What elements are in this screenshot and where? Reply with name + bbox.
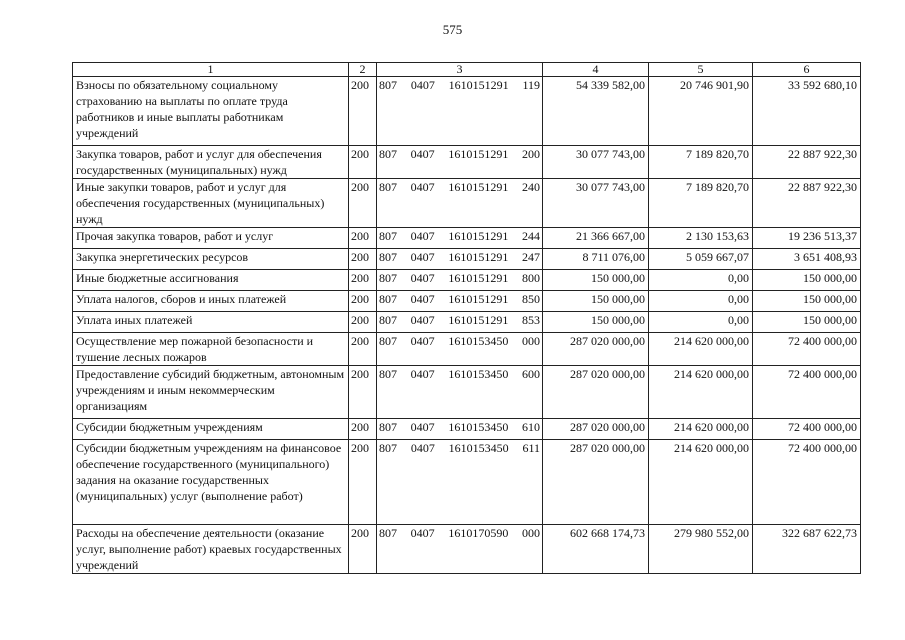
table-body xyxy=(73,77,861,574)
code-target-article: 1610151291 xyxy=(448,147,509,161)
code-target-article: 1610151291 xyxy=(448,292,509,306)
row-name: Закупка энергетических ресурсов xyxy=(73,249,349,270)
row-code-200: 200 xyxy=(349,77,377,146)
row-value-col5: 7 189 820,70 xyxy=(649,179,753,228)
code-target-article: 1610151291 xyxy=(448,180,509,194)
column-header-5: 5 xyxy=(649,63,753,77)
table-row xyxy=(73,77,861,146)
table-row xyxy=(73,291,861,312)
code-section: 0407 xyxy=(410,147,435,161)
row-classification-code xyxy=(377,312,543,333)
row-value-col5: 279 980 552,00 xyxy=(649,525,753,574)
column-header-4: 4 xyxy=(543,63,649,77)
code-expense-type: 611 xyxy=(522,441,540,455)
row-value-col4: 602 668 174,73 xyxy=(543,525,649,574)
table-row xyxy=(73,333,861,366)
row-name: Прочая закупка товаров, работ и услуг xyxy=(73,228,349,249)
code-department: 807 xyxy=(379,250,397,264)
column-header-2: 2 xyxy=(349,63,377,77)
row-classification-code xyxy=(377,179,543,228)
row-code-200: 200 xyxy=(349,179,377,228)
code-expense-type: 853 xyxy=(521,313,540,327)
code-target-article: 1610151291 xyxy=(448,313,509,327)
code-expense-type: 244 xyxy=(521,229,540,243)
row-value-col5: 0,00 xyxy=(649,270,753,291)
code-department: 807 xyxy=(379,420,397,434)
row-classification-code xyxy=(377,419,543,440)
code-department: 807 xyxy=(379,526,397,540)
row-name: Уплата налогов, сборов и иных платежей xyxy=(73,291,349,312)
row-value-col4: 30 077 743,00 xyxy=(543,146,649,179)
code-department: 807 xyxy=(379,313,397,327)
row-name: Субсидии бюджетным учреждениям xyxy=(73,419,349,440)
table-row xyxy=(73,440,861,525)
classification-code-group xyxy=(379,228,540,244)
code-department: 807 xyxy=(379,147,397,161)
row-name: Осуществление мер пожарной безопасности и тушение лесных пожаров xyxy=(73,333,349,366)
code-target-article: 1610170590 xyxy=(448,526,509,540)
code-department: 807 xyxy=(379,271,397,285)
classification-code-group xyxy=(379,366,540,382)
code-department: 807 xyxy=(379,441,397,455)
table-row xyxy=(73,419,861,440)
row-value-col5: 7 189 820,70 xyxy=(649,146,753,179)
row-code-200: 200 xyxy=(349,440,377,525)
code-target-article: 1610153450 xyxy=(448,441,509,455)
row-value-col5: 214 620 000,00 xyxy=(649,419,753,440)
classification-code-group xyxy=(379,249,540,265)
row-classification-code xyxy=(377,440,543,525)
classification-code-group xyxy=(379,419,540,435)
row-value-col6: 150 000,00 xyxy=(753,270,861,291)
row-value-col6: 72 400 000,00 xyxy=(753,419,861,440)
table-row xyxy=(73,366,861,419)
table-row xyxy=(73,146,861,179)
table-row xyxy=(73,249,861,270)
table-row xyxy=(73,312,861,333)
code-expense-type: 610 xyxy=(521,420,540,434)
row-value-col5: 2 130 153,63 xyxy=(649,228,753,249)
row-code-200: 200 xyxy=(349,249,377,270)
row-value-col5: 0,00 xyxy=(649,312,753,333)
row-value-col6: 22 887 922,30 xyxy=(753,146,861,179)
table-row xyxy=(73,270,861,291)
classification-code-group xyxy=(379,312,540,328)
classification-code-group xyxy=(379,440,540,456)
row-value-col4: 30 077 743,00 xyxy=(543,179,649,228)
budget-table xyxy=(72,62,861,574)
row-classification-code xyxy=(377,525,543,574)
row-name: Закупка товаров, работ и услуг для обеспечения государственных (муниципальных) нужд xyxy=(73,146,349,179)
row-value-col4: 150 000,00 xyxy=(543,312,649,333)
classification-code-group xyxy=(379,270,540,286)
row-classification-code xyxy=(377,249,543,270)
code-expense-type: 850 xyxy=(521,292,540,306)
row-value-col5: 5 059 667,07 xyxy=(649,249,753,270)
row-value-col6: 150 000,00 xyxy=(753,312,861,333)
column-header-3: 3 xyxy=(377,63,543,77)
row-name: Расходы на обеспечение деятельности (оказание услуг, выполнение работ) краевых государственных учреждений xyxy=(73,525,349,574)
code-target-article: 1610153450 xyxy=(448,334,509,348)
row-value-col4: 21 366 667,00 xyxy=(543,228,649,249)
table-row xyxy=(73,228,861,249)
row-value-col6: 22 887 922,30 xyxy=(753,179,861,228)
row-value-col5: 214 620 000,00 xyxy=(649,366,753,419)
code-expense-type: 240 xyxy=(521,180,540,194)
code-target-article: 1610151291 xyxy=(448,78,509,92)
column-header-6: 6 xyxy=(753,63,861,77)
row-value-col4: 54 339 582,00 xyxy=(543,77,649,146)
page-number: 575 xyxy=(442,22,463,37)
code-section: 0407 xyxy=(410,180,435,194)
row-code-200: 200 xyxy=(349,419,377,440)
row-code-200: 200 xyxy=(349,312,377,333)
classification-code-group xyxy=(379,525,540,541)
code-target-article: 1610153450 xyxy=(448,420,509,434)
code-expense-type: 247 xyxy=(521,250,540,264)
code-section: 0407 xyxy=(410,229,435,243)
row-value-col6: 72 400 000,00 xyxy=(753,366,861,419)
code-section: 0407 xyxy=(410,441,435,455)
table-row xyxy=(73,179,861,228)
row-value-col5: 214 620 000,00 xyxy=(649,333,753,366)
code-expense-type: 119 xyxy=(522,78,540,92)
row-name: Иные бюджетные ассигнования xyxy=(73,270,349,291)
row-value-col5: 20 746 901,90 xyxy=(649,77,753,146)
code-section: 0407 xyxy=(410,271,435,285)
classification-code-group xyxy=(379,179,540,195)
row-value-col4: 8 711 076,00 xyxy=(543,249,649,270)
row-value-col4: 287 020 000,00 xyxy=(543,333,649,366)
row-code-200: 200 xyxy=(349,291,377,312)
code-department: 807 xyxy=(379,334,397,348)
column-header-1: 1 xyxy=(73,63,349,77)
row-value-col6: 19 236 513,37 xyxy=(753,228,861,249)
code-target-article: 1610151291 xyxy=(448,250,509,264)
code-section: 0407 xyxy=(410,420,435,434)
classification-code-group xyxy=(379,146,540,162)
row-name: Предоставление субсидий бюджетным, автономным учреждениям и иным некоммерческим организациям xyxy=(73,366,349,419)
row-value-col6: 150 000,00 xyxy=(753,291,861,312)
row-value-col5: 0,00 xyxy=(649,291,753,312)
row-value-col4: 287 020 000,00 xyxy=(543,419,649,440)
code-section: 0407 xyxy=(410,367,435,381)
row-value-col5: 214 620 000,00 xyxy=(649,440,753,525)
row-value-col4: 150 000,00 xyxy=(543,270,649,291)
row-code-200: 200 xyxy=(349,228,377,249)
row-code-200: 200 xyxy=(349,146,377,179)
row-code-200: 200 xyxy=(349,525,377,574)
row-code-200: 200 xyxy=(349,270,377,291)
row-value-col6: 3 651 408,93 xyxy=(753,249,861,270)
code-target-article: 1610153450 xyxy=(448,367,509,381)
row-code-200: 200 xyxy=(349,333,377,366)
code-section: 0407 xyxy=(410,78,435,92)
row-name: Взносы по обязательному социальному страхованию на выплаты по оплате труда работников и иные выплаты работникам учреждений xyxy=(73,77,349,146)
code-expense-type: 200 xyxy=(521,147,540,161)
code-expense-type: 800 xyxy=(521,271,540,285)
table-row xyxy=(73,525,861,574)
row-name: Уплата иных платежей xyxy=(73,312,349,333)
table-header-row xyxy=(73,63,861,77)
code-target-article: 1610151291 xyxy=(448,229,509,243)
row-value-col6: 322 687 622,73 xyxy=(753,525,861,574)
code-section: 0407 xyxy=(410,313,435,327)
code-department: 807 xyxy=(379,180,397,194)
row-name: Иные закупки товаров, работ и услуг для обеспечения государственных (муниципальных) нужд xyxy=(73,179,349,228)
classification-code-group xyxy=(379,333,540,349)
code-expense-type: 000 xyxy=(521,334,540,348)
code-section: 0407 xyxy=(410,250,435,264)
classification-code-group xyxy=(379,291,540,307)
code-expense-type: 600 xyxy=(521,367,540,381)
row-code-200: 200 xyxy=(349,366,377,419)
row-classification-code xyxy=(377,77,543,146)
code-section: 0407 xyxy=(410,526,435,540)
classification-code-group xyxy=(379,77,540,93)
row-classification-code xyxy=(377,146,543,179)
row-value-col6: 72 400 000,00 xyxy=(753,440,861,525)
code-section: 0407 xyxy=(410,292,435,306)
code-section: 0407 xyxy=(410,334,435,348)
row-classification-code xyxy=(377,291,543,312)
code-department: 807 xyxy=(379,78,397,92)
code-department: 807 xyxy=(379,292,397,306)
row-classification-code xyxy=(377,333,543,366)
row-classification-code xyxy=(377,366,543,419)
row-classification-code xyxy=(377,270,543,291)
row-value-col4: 287 020 000,00 xyxy=(543,440,649,525)
row-value-col6: 72 400 000,00 xyxy=(753,333,861,366)
code-department: 807 xyxy=(379,367,397,381)
row-value-col6: 33 592 680,10 xyxy=(753,77,861,146)
row-value-col4: 150 000,00 xyxy=(543,291,649,312)
row-classification-code xyxy=(377,228,543,249)
row-name: Субсидии бюджетным учреждениям на финансовое обеспечение государственного (муниципального) задания на оказание государственных (муниципальных) услуг (выполнение работ) xyxy=(73,440,349,525)
row-value-col4: 287 020 000,00 xyxy=(543,366,649,419)
code-expense-type: 000 xyxy=(521,526,540,540)
code-target-article: 1610151291 xyxy=(448,271,509,285)
code-department: 807 xyxy=(379,229,397,243)
